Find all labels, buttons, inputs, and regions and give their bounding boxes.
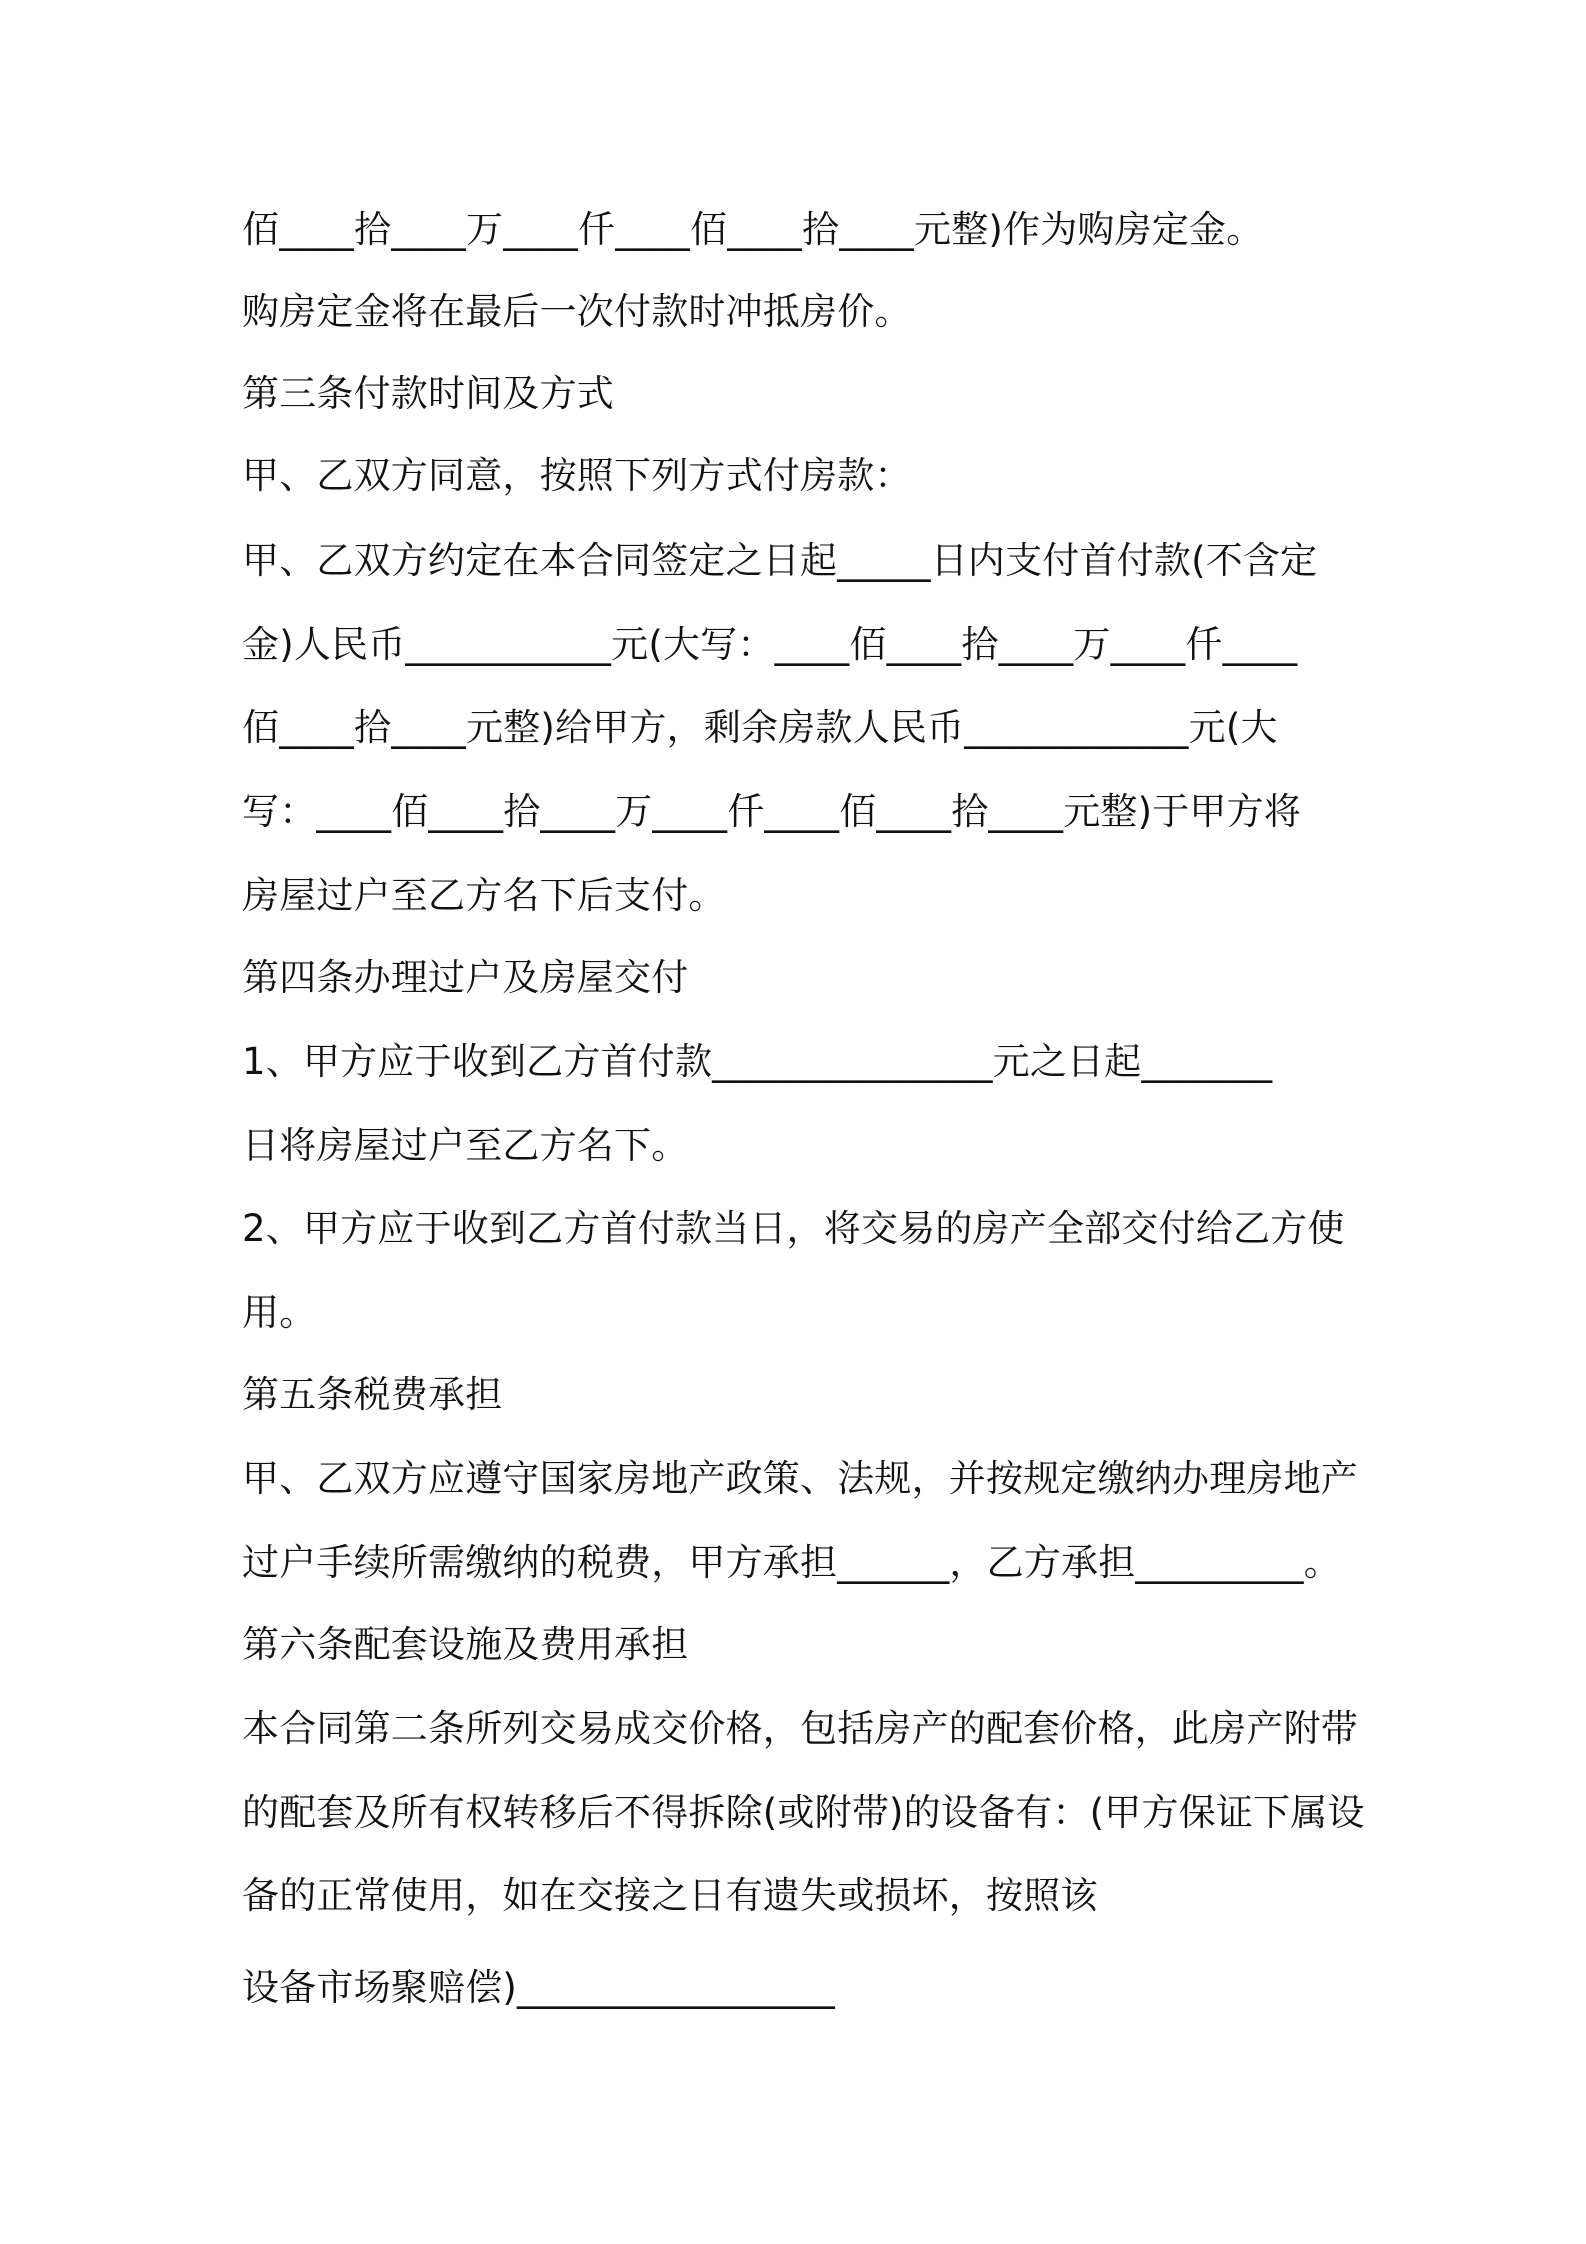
text-line-8: 写：____佰____拾____万____仟____佰____拾____元整)于甲方将 (242, 790, 1302, 833)
text-line-4: 甲、乙双方同意，按照下列方式付房款： (242, 454, 912, 497)
text-line-22: 设备市场聚赔偿)_________________ (242, 1966, 835, 2009)
text-line-14: 用。 (242, 1291, 317, 1334)
article-6-heading: 第六条配套设施及费用承担 (242, 1623, 689, 1666)
text-line-1: 佰____拾____万____仟____佰____拾____元整)作为购房定金。 (242, 208, 1264, 251)
text-line-13: 2、甲方应于收到乙方首付款当日，将交易的房产全部交付给乙方使 (242, 1207, 1345, 1250)
text-line-11: 1、甲方应于收到乙方首付款_______________元之日起_______ (242, 1040, 1273, 1083)
article-4-heading: 第四条办理过户及房屋交付 (242, 956, 689, 999)
text-line-9: 房屋过户至乙方名下后支付。 (242, 874, 726, 917)
text-line-6: 金)人民币___________元(大写：____佰____拾____万____仟____ (242, 623, 1298, 666)
text-line-2: 购房定金将在最后一次付款时冲抵房价。 (242, 290, 912, 333)
article-3-heading: 第三条付款时间及方式 (242, 372, 614, 415)
text-line-12: 日将房屋过户至乙方名下。 (242, 1124, 689, 1167)
article-5-heading: 第五条税费承担 (242, 1373, 503, 1416)
text-line-17: 过户手续所需缴纳的税费，甲方承担______，乙方承担_________。 (242, 1541, 1341, 1584)
text-line-21: 备的正常使用，如在交接之日有遗失或损坏，按照该 (242, 1874, 1098, 1917)
text-line-7: 佰____拾____元整)给甲方，剩余房款人民币____________元(大 (242, 706, 1278, 749)
text-line-5: 甲、乙双方约定在本合同签定之日起_____日内支付首付款(不含定 (242, 539, 1318, 582)
text-line-20: 的配套及所有权转移后不得拆除(或附带)的设备有：(甲方保证下属设 (242, 1791, 1365, 1834)
text-line-16: 甲、乙双方应遵守国家房地产政策、法规，并按规定缴纳办理房地产 (242, 1457, 1358, 1500)
text-line-19: 本合同第二条所列交易成交价格，包括房产的配套价格，此房产附带 (242, 1707, 1358, 1750)
